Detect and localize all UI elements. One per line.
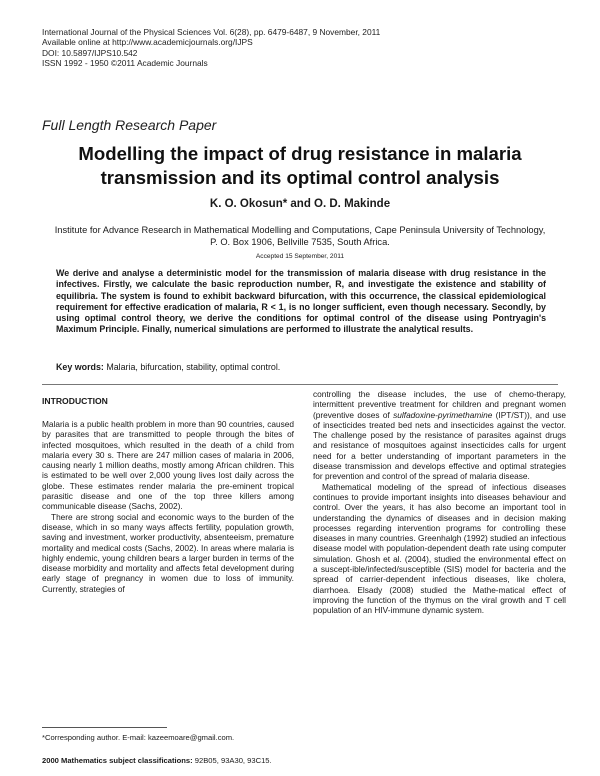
introduction-heading: INTRODUCTION xyxy=(42,396,108,406)
footnote-rule xyxy=(42,727,167,728)
affiliation xyxy=(40,224,560,248)
title-line-2: transmission and its optimal control analysis xyxy=(100,167,500,188)
intro-paragraph-1: Malaria is a public health problem in more than 90 countries, caused by parasites that are transmitted to people through the bites of infected mosquitoes, which resulted in the death of a child from malaria every 30 s. There are 247 million cases of malaria in 2006, causing nearly 1 million deaths, mostly among African children. This is estimated to be well over 2,000 young lives lost daily across the globe. These estimates render malaria the pre-eminent tropical parasitic disease and one of the top three killers among communicable disease (Sachs, 2002). xyxy=(42,419,294,512)
journal-citation: International Journal of the Physical Sciences Vol. 6(28), pp. 6479-6487, 9 November, 2011 xyxy=(42,27,381,37)
right-paragraph-1 xyxy=(313,389,566,482)
affiliation-line-1: Institute for Advance Research in Mathematical Modelling and Computations, Cape Peninsula University of Technology, xyxy=(54,225,546,235)
right-paragraph-2: Mathematical modeling of the spread of infectious diseases continues to provide important insights into diseases behaviour and control. Over the years, it has also become an important tool in understanding the dynamics of diseases and in decision making processes regarding intervention programs for controlling these diseases in many countries. Greenhalgh (1992) studied an infectious disease model with population-dependent death rate using computer simulation. Ghosh et al. (2004), studied the environmental effect on a suscept-ible/infected/susceptible (SIS) model for bacteria and the spread of carrier-dependent infectious diseases, like cholera, diarrhoea. Elsady (2008) studied the Mathe-matical effect of improving the function of the thymus on the viral growth and T cell population of an HIV-immune dynamic system. xyxy=(313,481,566,616)
corresponding-author-footnote: *Corresponding author. E-mail: kazeemoare@gmail.com. xyxy=(42,733,235,742)
intro-paragraph-2: There are strong social and economic ways to the burden of the disease, which in so many ways affects fertility, population growth, saving and investment, worker productivity, absenteeism, premature mortality and medical costs (Sachs, 2002). In areas where malaria is highly endemic, young children bears a larger burden in terms of the disease morbidity and mortality and affects fetal development during early stage of pregnancy in women due to loss of immunity. Currently, strategies of xyxy=(42,511,294,594)
section-divider xyxy=(42,384,558,385)
keywords xyxy=(56,362,280,372)
keywords-text: Malaria, bifurcation, stability, optimal control. xyxy=(106,362,281,372)
online-availability: Available online at http://www.academicjournals.org/IJPS xyxy=(42,37,253,48)
paper-type: Full Length Research Paper xyxy=(42,117,217,133)
paper-title xyxy=(40,142,560,190)
keywords-label: Key words: xyxy=(56,362,104,372)
drug-name-italic: sulfadoxine-pyrimethamine xyxy=(393,409,493,420)
right-p1-text-b: (IPT/ST)), and use of insecticides treated bed nets and insecticides against the vector. The challenge posed by the resistance of parasites against drugs and resistance of mosquitoes against insecticides calls for urgent need for a better understanding of important parameters in the disease transmission and develops effective and optimal strategies for prevention and control of the spread of malaria disease. xyxy=(313,409,566,482)
accepted-date: Accepted 15 September, 2011 xyxy=(255,253,345,260)
title-line-1: Modelling the impact of drug resistance in malaria xyxy=(78,143,522,164)
right-p1-text-a: controlling the disease includes, the use of chemo-therapy, intermittent preventive treatment for children and pregnant women (preventive doses of xyxy=(313,389,566,420)
msc-label: 2000 Mathematics subject classifications: xyxy=(42,756,193,765)
authors: K. O. Okosun* and O. D. Makinde xyxy=(209,198,391,210)
issn: ISSN 1992 - 1950 ©2011 Academic Journals xyxy=(42,57,208,68)
abstract: We derive and analyse a deterministic model for the transmission of malaria disease with drug resistance in the infectives. Firstly, we calculate the basic reproduction number, R, and investigate the existence and stability of equilibria. The system is found to exhibit backward bifurcation, with this occurrence, the classical epidemiological requirement for effective eradication of malaria, R < 1, is no longer sufficient, even though necessary. Secondly, by using optimal control theory, we derive the conditions for optimal control of the disease using Pontryagin's Maximum Principle. Finally, numerical simulations are performed to illustrate the analytical results. xyxy=(56,268,546,335)
affiliation-line-2: P. O. Box 1906, Bellville 7535, South Africa. xyxy=(210,237,390,247)
right-column xyxy=(313,389,566,616)
journal-header xyxy=(42,27,380,68)
msc-codes: 92B05, 93A30, 93C15. xyxy=(192,756,272,765)
subject-classification xyxy=(42,756,294,766)
doi: DOI: 10.5897/IJPS10.542 xyxy=(42,47,138,58)
left-column xyxy=(42,419,294,594)
